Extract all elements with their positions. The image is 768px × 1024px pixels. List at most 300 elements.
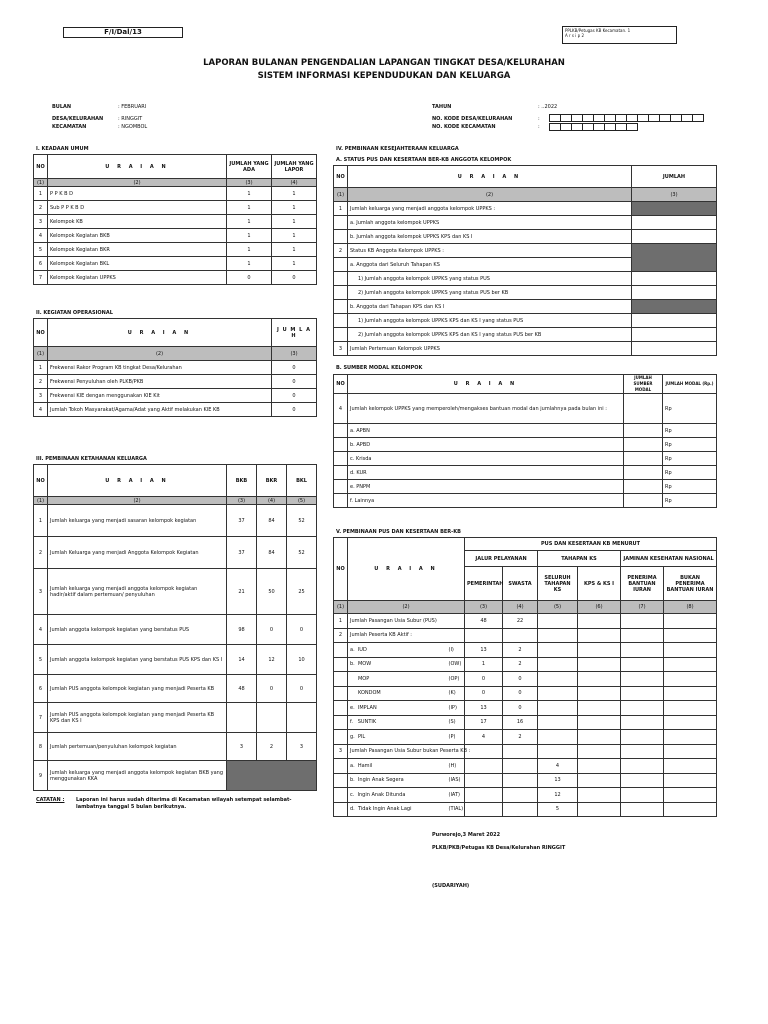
cell-text (334, 686, 348, 701)
cell-value[interactable] (538, 715, 578, 730)
cell-rp[interactable]: Rp (663, 438, 717, 452)
section-3-title: III. PEMBINAAN KETAHANAN KELUARGA (36, 456, 147, 462)
cell-value[interactable]: 13 (465, 643, 503, 658)
table-row (334, 230, 717, 244)
header-cell: NO (334, 375, 348, 394)
cell-value: 0 (272, 271, 317, 285)
cell-value[interactable] (621, 672, 664, 687)
cell-value[interactable] (624, 452, 663, 466)
cell-value[interactable] (624, 424, 663, 438)
cell-value[interactable] (664, 759, 717, 774)
cell-value[interactable] (465, 788, 503, 803)
section-1-title: I. KEADAAN UMUM (36, 146, 89, 152)
cell-text: b. MOW (348, 657, 447, 672)
cell-value: 1 (227, 187, 272, 201)
cell-rp[interactable]: Rp (663, 424, 717, 438)
cell-uraian: Jumlah pertemuan/penyuluhan kelompok kegiatan (48, 733, 227, 761)
cell-uraian: Sub P P K B D (48, 201, 227, 215)
cell-value[interactable] (664, 802, 717, 817)
table-row (334, 328, 717, 342)
header-cell: BKR (257, 465, 287, 497)
cell-value: 25 (287, 569, 317, 615)
cell-text: (H) (447, 759, 465, 774)
cell-value[interactable]: 4 (465, 730, 503, 745)
table-row (334, 788, 717, 803)
cell-value[interactable] (503, 773, 538, 788)
cell-value[interactable]: 0 (503, 672, 538, 687)
cell-value: 0 (257, 675, 287, 703)
cell-no (334, 300, 348, 314)
cell-uraian: b. Jumlah anggota kelompok UPPKS KPS dan KS I (348, 230, 632, 244)
cell-text (334, 788, 348, 803)
cell-uraian: Frekwensi Rakor Program KB tingkat Desa/Kelurahan (48, 361, 272, 375)
cell-value[interactable] (578, 657, 621, 672)
cell-value[interactable] (664, 773, 717, 788)
header-cell: BKL (287, 465, 317, 497)
cell-value[interactable]: 2 (503, 657, 538, 672)
table-row (34, 615, 317, 645)
cell-value[interactable] (538, 628, 578, 643)
cell-uraian: Jumlah Keluarga yang menjadi Anggota Kelompok Kegiatan (48, 537, 227, 569)
cell-uraian: Jumlah kelompok UPPKS yang memperoleh/mengakses bantuan modal dan jumlahnya pada bulan ini : (348, 394, 624, 424)
header-cell: JUMLAH MODAL (Rp.) (663, 375, 717, 394)
header-cell: U R A I A N (348, 166, 632, 188)
cell-rp[interactable]: Rp (663, 466, 717, 480)
cell-no: 3 (34, 389, 48, 403)
table-row (334, 701, 717, 716)
cell-value[interactable] (578, 773, 621, 788)
header-cell: PUS DAN KESERTAAN KB MENURUT (465, 538, 717, 551)
cell-no: 1 (34, 361, 48, 375)
cell-no: 1 (334, 202, 348, 216)
cell-rp[interactable]: Rp (663, 480, 717, 494)
header-cell: U R A I A N (48, 465, 227, 497)
kecamatan-value: : NGOMBOL (118, 124, 148, 130)
cell-value[interactable]: 48 (465, 614, 503, 629)
table-row (334, 272, 717, 286)
cell-text (334, 759, 348, 774)
cell-no: 1 (34, 187, 48, 201)
cell-value[interactable] (624, 466, 663, 480)
cell-value[interactable] (664, 614, 717, 629)
cell-value[interactable] (664, 788, 717, 803)
cell-uraian: 2) Jumlah anggota kelompok UPPKS yang status PUS ber KB (348, 286, 632, 300)
header-cell: SELURUH TAHAPAN KS (538, 567, 578, 601)
cell-value: 10 (287, 645, 317, 675)
cell-value[interactable] (632, 216, 717, 230)
cell-uraian: a. Anggota dari Seluruh Tahapan KS (348, 258, 632, 272)
desa-label: DESA/KELURAHAN (52, 116, 104, 122)
cell-no: 3 (34, 569, 48, 615)
cell-text (334, 657, 348, 672)
cell-value[interactable] (632, 342, 717, 356)
cell-value: 0 (287, 675, 317, 703)
cell-value[interactable]: 0 (465, 686, 503, 701)
cell-value: 1 (227, 257, 272, 271)
table-row (34, 243, 317, 257)
header-cell: NO (334, 166, 348, 188)
table-row (334, 438, 717, 452)
cell-no: 5 (34, 243, 48, 257)
cell-uraian: c. Krisda (348, 452, 624, 466)
cell-value: 0 (272, 375, 317, 389)
cell-value[interactable] (624, 494, 663, 508)
section-4a-title: A. STATUS PUS DAN KESERTAAN BER-KB ANGGOTA KELOMPOK (336, 157, 512, 163)
col-number: (1) (334, 601, 348, 614)
cell-value[interactable] (503, 788, 538, 803)
cell-uraian: Jumlah keluarga yang menjadi sasaran kelompok kegiatan (48, 505, 227, 537)
table-row (334, 686, 717, 701)
cell-value[interactable]: 0 (503, 686, 538, 701)
cell-text: (IAT) (447, 788, 465, 803)
cell-text (334, 730, 348, 745)
cell-value: 0 (272, 361, 317, 375)
catatan-text-2: lambatnya tanggal 5 bulan berikutnya. (76, 804, 187, 810)
cell-uraian: b. APBD (348, 438, 624, 452)
cell-value[interactable] (578, 730, 621, 745)
cell-value[interactable] (578, 672, 621, 687)
cell-text: 2 (334, 628, 348, 643)
cell-value[interactable] (578, 802, 621, 817)
cell-value[interactable] (578, 686, 621, 701)
cell-value[interactable]: 1 (465, 657, 503, 672)
cell-value: 0 (227, 271, 272, 285)
cell-value[interactable] (664, 643, 717, 658)
cell-text: (OW) (447, 657, 465, 672)
cell-value[interactable] (624, 394, 663, 424)
cell-value[interactable] (538, 686, 578, 701)
tahun-value: : ..2022 (538, 104, 558, 110)
cell-value: 48 (227, 675, 257, 703)
col-number: (2) (48, 347, 272, 361)
cell-value (287, 703, 317, 733)
cell-no: 2 (34, 201, 48, 215)
shaded-cell (227, 761, 317, 791)
cell-text (334, 643, 348, 658)
cell-value: 1 (272, 257, 317, 271)
cell-uraian: Jumlah anggota kelompok kegiatan yang berstatus PUS KPS dan KS I (48, 645, 227, 675)
cell-value[interactable] (578, 628, 621, 643)
cell-uraian: Kelompok Kegiatan BKR (48, 243, 227, 257)
cell-text: MOP (348, 672, 447, 687)
table-row (34, 257, 317, 271)
cell-value[interactable] (621, 614, 664, 629)
cell-value: 1 (227, 201, 272, 215)
cell-value: 0 (257, 615, 287, 645)
desa-value: : RINGGIT (118, 116, 143, 122)
cell-value[interactable] (578, 614, 621, 629)
header-cell: JUMLAH SUMBER MODAL (624, 375, 663, 394)
cell-uraian: Jumlah keluarga yang menjadi anggota kelompok kegiatan BKB yang menggunakan KKA (48, 761, 227, 791)
col-number: (2) (48, 179, 227, 187)
cell-value[interactable] (621, 628, 664, 643)
kecamatan-label: KECAMATAN (52, 124, 87, 130)
table-row (34, 187, 317, 201)
cell-value[interactable] (664, 715, 717, 730)
cell-rp[interactable]: Rp (663, 394, 717, 424)
cell-text: f. SUNTIK (348, 715, 447, 730)
cell-text (334, 802, 348, 817)
cell-text: d. Tidak Ingin Anak Lagi (348, 802, 447, 817)
col-number: (1) (34, 497, 48, 505)
cell-value[interactable] (632, 286, 717, 300)
cell-uraian: e. PNPM (348, 480, 624, 494)
cell-value[interactable] (621, 759, 664, 774)
cell-uraian: Jumlah PUS anggota kelompok kegiatan yang menjadi Peserta KB KPS dan KS I (48, 703, 227, 733)
cell-text: a. IUD (348, 643, 447, 658)
cell-value[interactable] (503, 802, 538, 817)
cell-value[interactable] (621, 730, 664, 745)
cell-value: 98 (227, 615, 257, 645)
cell-value (227, 703, 257, 733)
table-row (34, 389, 317, 403)
table-row (334, 744, 717, 759)
keadaan-umum-table (33, 154, 317, 285)
table-row (334, 773, 717, 788)
cell-value[interactable] (664, 672, 717, 687)
header-cell: U R A I A N (348, 375, 624, 394)
cell-value[interactable] (578, 643, 621, 658)
cell-text: Jumlah Pasangan Usia Subur bukan Peserta KB : (348, 744, 447, 759)
cell-rp[interactable]: Rp (663, 452, 717, 466)
cell-value[interactable] (632, 314, 717, 328)
cell-value[interactable] (664, 657, 717, 672)
cell-text: (TIAL) (447, 802, 465, 817)
table-row (34, 733, 317, 761)
header-cell: KPS & KS I (578, 567, 621, 601)
cell-no: 9 (34, 761, 48, 791)
col-number: (3) (465, 601, 503, 614)
cell-uraian: 1) Jumlah anggota kelompok UPPKS KPS dan KS I yang status PUS (348, 314, 632, 328)
col-number: (2) (348, 188, 632, 202)
cell-value[interactable] (538, 614, 578, 629)
table-row (334, 715, 717, 730)
table-row (34, 375, 317, 389)
cell-value: 0 (272, 389, 317, 403)
cell-value[interactable]: 17 (465, 715, 503, 730)
cell-uraian: Jumlah keluarga yang menjadi anggota kelompok UPPKS : (348, 202, 632, 216)
cell-value[interactable] (465, 628, 503, 643)
cell-value[interactable] (578, 715, 621, 730)
cell-uraian: 2) Jumlah anggota kelompok UPPKS KPS dan KS I yang status PUS ber KB (348, 328, 632, 342)
cell-value[interactable] (624, 438, 663, 452)
cell-value: 52 (287, 537, 317, 569)
cell-value[interactable] (621, 686, 664, 701)
cell-value[interactable] (578, 701, 621, 716)
form-code: F/I/Dal/13 (63, 27, 183, 38)
cell-value (257, 703, 287, 733)
table-row (334, 466, 717, 480)
status-pus-table (333, 165, 717, 356)
cell-text (334, 773, 348, 788)
shaded-cell (632, 244, 717, 272)
table-row (34, 201, 317, 215)
table-row (34, 703, 317, 733)
cell-value[interactable] (621, 802, 664, 817)
cell-value[interactable] (578, 744, 621, 759)
cell-text: b. Ingin Anak Segera (348, 773, 447, 788)
kode-kec-boxes[interactable] (549, 123, 637, 133)
cell-uraian: 1) Jumlah anggota kelompok UPPKS yang status PUS (348, 272, 632, 286)
cell-value[interactable]: 22 (503, 614, 538, 629)
cell-value[interactable] (621, 701, 664, 716)
cell-no: 1 (34, 505, 48, 537)
cell-value[interactable] (578, 759, 621, 774)
cell-value[interactable] (664, 686, 717, 701)
section-4-title: IV. PEMBINAAN KESEJAHTERAAN KELUARGA (336, 146, 459, 152)
header-cell: J U M L A H (272, 319, 317, 347)
kegiatan-operasional-table (33, 318, 317, 417)
table-row (334, 202, 717, 216)
cell-value: 1 (272, 229, 317, 243)
cell-value[interactable] (632, 328, 717, 342)
cell-text: (K) (447, 686, 465, 701)
header-cell: U R A I A N (348, 538, 465, 601)
cell-value[interactable] (664, 744, 717, 759)
table-row (34, 403, 317, 417)
cell-text: (I) (447, 643, 465, 658)
cell-value[interactable] (632, 272, 717, 286)
table-row (334, 802, 717, 817)
cell-value[interactable] (538, 672, 578, 687)
col-number: (1) (334, 188, 348, 202)
cell-value[interactable] (538, 701, 578, 716)
cell-value[interactable] (578, 788, 621, 803)
cell-no: 4 (34, 403, 48, 417)
header-cell: JUMLAH YANG ADA (227, 155, 272, 179)
table-row (334, 394, 717, 424)
cell-value[interactable]: 2 (503, 730, 538, 745)
cell-value[interactable] (538, 744, 578, 759)
cell-value: 37 (227, 505, 257, 537)
cell-value[interactable] (624, 480, 663, 494)
table-row (34, 229, 317, 243)
cell-text: (IP) (447, 701, 465, 716)
cell-rp[interactable]: Rp (663, 494, 717, 508)
cell-uraian: d. KUR (348, 466, 624, 480)
cell-value[interactable]: 0 (465, 672, 503, 687)
kode-kec-colon: : (538, 124, 540, 130)
col-number: (4) (272, 179, 317, 187)
header-cell: PEMERINTAH (465, 567, 503, 601)
cell-value[interactable] (465, 759, 503, 774)
cell-value[interactable]: 2 (503, 643, 538, 658)
cell-text: a. Hamil (348, 759, 447, 774)
table-row (334, 672, 717, 687)
cell-value[interactable] (538, 643, 578, 658)
cell-value[interactable] (503, 744, 538, 759)
cell-uraian: a. APBN (348, 424, 624, 438)
cell-value[interactable] (621, 788, 664, 803)
cell-value[interactable] (621, 715, 664, 730)
sign-place-date: Purworejo,3 Maret 2022 (432, 832, 501, 838)
col-number: (1) (34, 179, 48, 187)
cell-value[interactable] (465, 802, 503, 817)
cell-value: 1 (227, 215, 272, 229)
cell-value[interactable] (632, 230, 717, 244)
cell-uraian: P P K B D (48, 187, 227, 201)
cell-value[interactable]: 12 (538, 788, 578, 803)
cell-value: 1 (227, 243, 272, 257)
table-row (34, 675, 317, 703)
cell-no: 7 (34, 271, 48, 285)
cell-value: 52 (287, 505, 317, 537)
table-row (334, 286, 717, 300)
table-row (334, 424, 717, 438)
cell-text: (OP) (447, 672, 465, 687)
cell-no: 7 (34, 703, 48, 733)
cell-value[interactable] (621, 744, 664, 759)
cell-value[interactable]: 5 (538, 802, 578, 817)
cell-value[interactable] (465, 744, 503, 759)
cell-value[interactable] (621, 657, 664, 672)
cell-value[interactable] (621, 773, 664, 788)
cell-value[interactable]: 0 (503, 701, 538, 716)
cell-text (334, 701, 348, 716)
shaded-cell (632, 300, 717, 314)
table-row (34, 505, 317, 537)
cell-value[interactable]: 16 (503, 715, 538, 730)
table-row (334, 342, 717, 356)
header-cell: NO (34, 155, 48, 179)
cell-value: 84 (257, 537, 287, 569)
cell-value[interactable] (664, 628, 717, 643)
cell-value[interactable] (538, 657, 578, 672)
cell-uraian: Frekwensi KIE dengan menggunakan KIE Kit (48, 389, 272, 403)
cell-value[interactable] (465, 773, 503, 788)
header-cell: JUMLAH YANG LAPOR (272, 155, 317, 179)
cell-value[interactable] (621, 643, 664, 658)
cell-value[interactable] (664, 730, 717, 745)
table-row (334, 759, 717, 774)
cell-value[interactable] (503, 759, 538, 774)
cell-text: (P) (447, 730, 465, 745)
table-row (334, 643, 717, 658)
table-row (334, 730, 717, 745)
header-cell: TAHAPAN KS (538, 551, 621, 567)
cell-value[interactable] (538, 730, 578, 745)
cell-uraian: Jumlah Tokoh Masyarakat/Agama/Adat yang Aktif melakukan KIE KB (48, 403, 272, 417)
cell-text: g. PIL (348, 730, 447, 745)
col-number: (7) (621, 601, 664, 614)
cell-value[interactable]: 4 (538, 759, 578, 774)
header-cell: JALUR PELAYANAN (465, 551, 538, 567)
cell-value: 1 (272, 201, 317, 215)
cell-uraian: Kelompok Kegiatan BKB (48, 229, 227, 243)
col-number: (2) (48, 497, 227, 505)
cell-no: 2 (334, 244, 348, 258)
cell-value[interactable]: 13 (538, 773, 578, 788)
cell-text: Jumlah Peserta KB Aktif : (348, 628, 447, 643)
cell-no (334, 258, 348, 272)
cell-text: e. IMPLAN (348, 701, 447, 716)
cell-value[interactable] (503, 628, 538, 643)
table-row (34, 569, 317, 615)
cell-value: 84 (257, 505, 287, 537)
cell-text: KONDOM (348, 686, 447, 701)
cell-value: 3 (227, 733, 257, 761)
cell-text (447, 628, 465, 643)
kode-kec-label: NO. KODE KECAMATAN (432, 124, 496, 130)
cell-value[interactable] (664, 701, 717, 716)
cell-uraian: Kelompok Kegiatan BKL (48, 257, 227, 271)
cell-no (334, 230, 348, 244)
sign-role: PLKB/PKB/Petugas KB Desa/Kelurahan RINGGIT (432, 845, 566, 851)
cell-value[interactable]: 13 (465, 701, 503, 716)
cell-text: 1 (334, 614, 348, 629)
table-row (34, 761, 317, 791)
cell-no: 6 (34, 257, 48, 271)
